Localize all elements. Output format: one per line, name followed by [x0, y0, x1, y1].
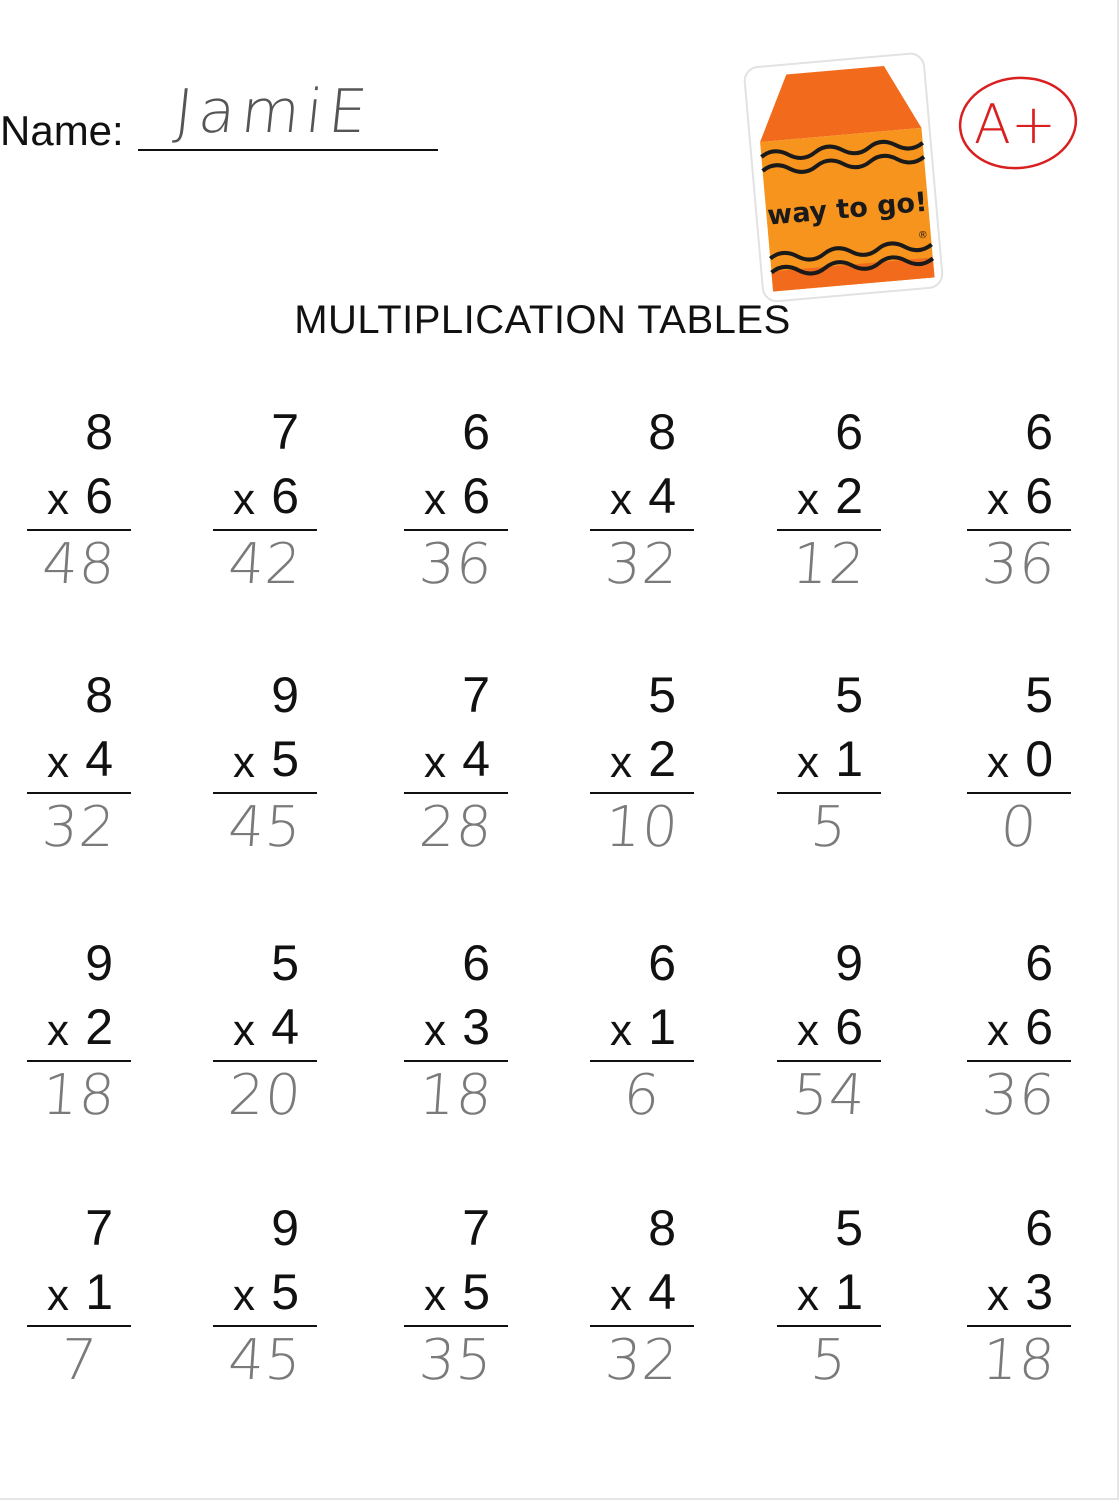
problem-22 — [590, 1198, 694, 1398]
multiplier: 4 — [271, 999, 299, 1055]
multiplier: 6 — [1025, 468, 1053, 524]
answer-line — [777, 1060, 881, 1062]
answer-line — [967, 529, 1071, 531]
problem-15 — [404, 933, 508, 1133]
problem-21 — [404, 1198, 508, 1398]
times-sign: x — [987, 1271, 1009, 1320]
answer-line — [967, 792, 1071, 794]
sticker-text: way to go! — [766, 186, 929, 232]
multiplier-row — [404, 466, 508, 526]
times-sign: x — [424, 1006, 446, 1055]
multiplier: 2 — [648, 731, 676, 787]
multiplier: 2 — [835, 468, 863, 524]
multiplicand: 6 — [1025, 1200, 1053, 1256]
times-sign: x — [610, 475, 632, 524]
multiplicand: 9 — [835, 935, 863, 991]
multiplicand: 5 — [648, 667, 676, 723]
handwritten-answer: 5 — [808, 1328, 850, 1393]
problem-5 — [777, 402, 881, 602]
answer-line — [967, 1060, 1071, 1062]
times-sign: x — [987, 475, 1009, 524]
multiplier: 1 — [648, 999, 676, 1055]
times-sign: x — [424, 1271, 446, 1320]
multiplier-row — [590, 1262, 694, 1322]
multiplier-row — [27, 1262, 131, 1322]
times-sign: x — [987, 1006, 1009, 1055]
grade-text: A+ — [973, 93, 1057, 156]
multiplicand: 7 — [271, 404, 299, 460]
multiplicand: 6 — [835, 404, 863, 460]
answer-line — [590, 792, 694, 794]
times-sign: x — [797, 1006, 819, 1055]
handwritten-answer: 18 — [980, 1328, 1058, 1393]
handwritten-answer: 42 — [226, 532, 304, 597]
times-sign: x — [797, 738, 819, 787]
multiplier: 1 — [835, 1264, 863, 1320]
answer-line — [777, 1325, 881, 1327]
handwritten-answer: 36 — [980, 532, 1058, 597]
multiplier-row — [213, 466, 317, 526]
answer-line — [777, 792, 881, 794]
times-sign: x — [797, 1271, 819, 1320]
multiplicand: 8 — [85, 404, 113, 460]
grade-circle — [955, 75, 1085, 175]
answer-line — [404, 1060, 508, 1062]
crayon-sticker-icon — [735, 40, 950, 305]
handwritten-answer: 10 — [603, 795, 681, 860]
worksheet-title: MULTIPLICATION TABLES — [294, 298, 791, 342]
answer-line — [590, 1325, 694, 1327]
handwritten-answer: 35 — [417, 1328, 495, 1393]
handwritten-answer: 18 — [417, 1063, 495, 1128]
problem-13 — [27, 933, 131, 1133]
handwritten-answer: 20 — [226, 1063, 304, 1128]
times-sign: x — [610, 738, 632, 787]
times-sign: x — [424, 738, 446, 787]
problem-4 — [590, 402, 694, 602]
problem-3 — [404, 402, 508, 602]
problem-16 — [590, 933, 694, 1133]
multiplier-row — [27, 729, 131, 789]
answer-line — [213, 1325, 317, 1327]
answer-line — [404, 529, 508, 531]
answer-line — [590, 1060, 694, 1062]
problem-23 — [777, 1198, 881, 1398]
multiplier-row — [213, 729, 317, 789]
multiplicand: 5 — [835, 1200, 863, 1256]
problem-19 — [27, 1198, 131, 1398]
handwritten-answer: 5 — [808, 795, 850, 860]
handwritten-answer: 32 — [603, 1328, 681, 1393]
handwritten-answer: 48 — [40, 532, 118, 597]
answer-line — [27, 529, 131, 531]
sticker-mark: ® — [917, 229, 929, 242]
problem-20 — [213, 1198, 317, 1398]
multiplier: 3 — [1025, 1264, 1053, 1320]
multiplier-row — [967, 997, 1071, 1057]
multiplier: 5 — [462, 1264, 490, 1320]
problem-14 — [213, 933, 317, 1133]
multiplicand: 8 — [85, 667, 113, 723]
multiplier-row — [777, 466, 881, 526]
multiplier: 6 — [462, 468, 490, 524]
multiplier: 4 — [462, 731, 490, 787]
times-sign: x — [233, 1006, 255, 1055]
multiplier-row — [404, 729, 508, 789]
answer-line — [213, 792, 317, 794]
multiplicand: 8 — [648, 1200, 676, 1256]
multiplicand: 6 — [1025, 935, 1053, 991]
handwritten-answer: 45 — [226, 795, 304, 860]
handwritten-answer: 18 — [40, 1063, 118, 1128]
problem-7 — [27, 665, 131, 865]
times-sign: x — [47, 1271, 69, 1320]
problem-8 — [213, 665, 317, 865]
handwritten-answer: 54 — [790, 1063, 868, 1128]
problem-11 — [777, 665, 881, 865]
multiplier-row — [967, 466, 1071, 526]
problem-9 — [404, 665, 508, 865]
multiplicand: 6 — [648, 935, 676, 991]
times-sign: x — [987, 738, 1009, 787]
answer-line — [967, 1325, 1071, 1327]
multiplier-row — [404, 997, 508, 1057]
answer-line — [27, 792, 131, 794]
handwritten-answer: 12 — [790, 532, 868, 597]
multiplicand: 5 — [1025, 667, 1053, 723]
problem-10 — [590, 665, 694, 865]
handwritten-answer: 6 — [621, 1063, 663, 1128]
name-underline — [138, 149, 438, 151]
multiplier-row — [777, 1262, 881, 1322]
multiplier-row — [213, 997, 317, 1057]
handwritten-answer: 0 — [998, 795, 1040, 860]
multiplicand: 5 — [271, 935, 299, 991]
multiplicand: 5 — [835, 667, 863, 723]
answer-line — [404, 1325, 508, 1327]
student-name-handwritten: JamiE — [171, 77, 377, 147]
problem-18 — [967, 933, 1071, 1133]
multiplicand: 7 — [462, 667, 490, 723]
handwritten-answer: 7 — [58, 1328, 100, 1393]
answer-line — [777, 529, 881, 531]
multiplier-row — [967, 1262, 1071, 1322]
multiplier: 6 — [835, 999, 863, 1055]
handwritten-answer: 32 — [603, 532, 681, 597]
times-sign: x — [47, 738, 69, 787]
answer-line — [404, 792, 508, 794]
problem-17 — [777, 933, 881, 1133]
multiplier: 1 — [85, 1264, 113, 1320]
times-sign: x — [233, 738, 255, 787]
multiplier-row — [777, 729, 881, 789]
multiplier-row — [777, 997, 881, 1057]
answer-line — [213, 1060, 317, 1062]
multiplier: 6 — [1025, 999, 1053, 1055]
times-sign: x — [424, 475, 446, 524]
handwritten-answer: 36 — [417, 532, 495, 597]
multiplier: 2 — [85, 999, 113, 1055]
times-sign: x — [610, 1006, 632, 1055]
multiplicand: 7 — [85, 1200, 113, 1256]
name-label: Name: — [0, 107, 124, 154]
handwritten-answer: 36 — [980, 1063, 1058, 1128]
handwritten-answer: 32 — [40, 795, 118, 860]
multiplier-row — [590, 466, 694, 526]
problem-24 — [967, 1198, 1071, 1398]
answer-line — [27, 1325, 131, 1327]
problem-2 — [213, 402, 317, 602]
multiplier-row — [213, 1262, 317, 1322]
multiplicand: 9 — [271, 1200, 299, 1256]
multiplicand: 8 — [648, 404, 676, 460]
multiplier-row — [967, 729, 1071, 789]
handwritten-answer: 45 — [226, 1328, 304, 1393]
problem-6 — [967, 402, 1071, 602]
multiplier: 5 — [271, 731, 299, 787]
multiplier: 4 — [648, 468, 676, 524]
multiplier-row — [590, 997, 694, 1057]
multiplier: 0 — [1025, 731, 1053, 787]
problem-1 — [27, 402, 131, 602]
multiplicand: 6 — [462, 404, 490, 460]
multiplier: 4 — [85, 731, 113, 787]
times-sign: x — [47, 475, 69, 524]
times-sign: x — [233, 475, 255, 524]
answer-line — [27, 1060, 131, 1062]
multiplicand: 6 — [1025, 404, 1053, 460]
multiplicand: 9 — [271, 667, 299, 723]
answer-line — [213, 529, 317, 531]
multiplier: 1 — [835, 731, 863, 787]
multiplier: 3 — [462, 999, 490, 1055]
multiplicand: 7 — [462, 1200, 490, 1256]
multiplier: 6 — [85, 468, 113, 524]
multiplier-row — [404, 1262, 508, 1322]
multiplier-row — [590, 729, 694, 789]
times-sign: x — [47, 1006, 69, 1055]
multiplier-row — [27, 997, 131, 1057]
times-sign: x — [610, 1271, 632, 1320]
name-row — [0, 77, 460, 165]
answer-line — [590, 529, 694, 531]
handwritten-answer: 28 — [417, 795, 495, 860]
problem-12 — [967, 665, 1071, 865]
times-sign: x — [233, 1271, 255, 1320]
multiplier: 6 — [271, 468, 299, 524]
multiplier-row — [27, 466, 131, 526]
multiplicand: 9 — [85, 935, 113, 991]
multiplier: 5 — [271, 1264, 299, 1320]
multiplicand: 6 — [462, 935, 490, 991]
multiplier: 4 — [648, 1264, 676, 1320]
times-sign: x — [797, 475, 819, 524]
